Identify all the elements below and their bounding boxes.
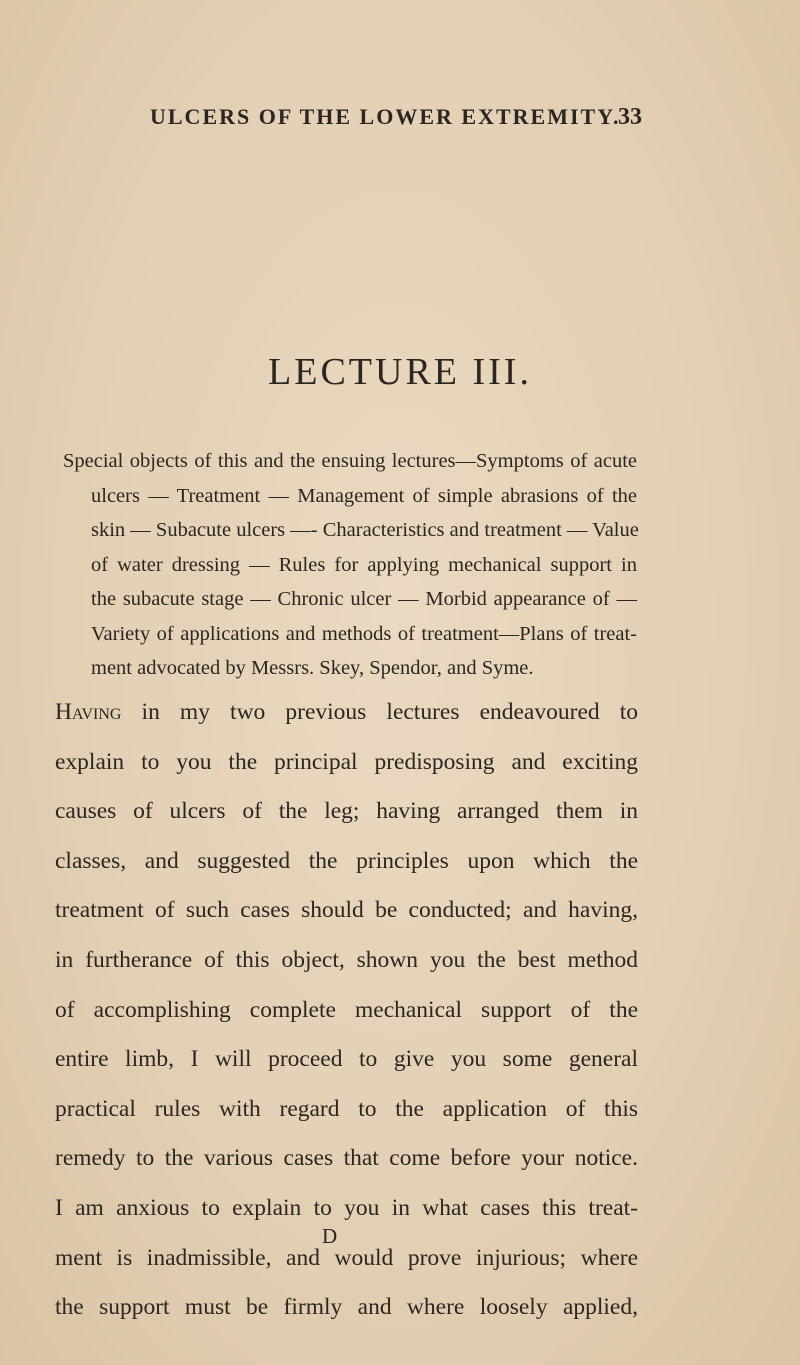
signature-mark: D (322, 1224, 338, 1248)
body-line: treatment of such cases should be conducted; and having, (55, 897, 638, 924)
body-line: explain to you the principal predisposing and exciting (55, 748, 638, 775)
page-number: 33 (618, 104, 642, 130)
body-line: practical rules with regard to the application of this (55, 1095, 638, 1122)
synopsis-line: Variety of applications and methods of treatment—Plans of treat- (91, 622, 637, 645)
body-line: of accomplishing complete mechanical support of the (55, 996, 638, 1023)
body-line (55, 688, 638, 738)
lecture-title: LECTURE III. (268, 351, 532, 393)
body-paragraph (55, 688, 638, 1333)
synopsis-line: skin — Subacute ulcers —- Characteristics and treatment — Value (91, 519, 639, 541)
synopsis-line: of water dressing — Rules for applying mechanical support in (91, 553, 637, 576)
synopsis-line: ulcers — Treatment — Management of simple abrasions of the (91, 484, 637, 507)
body-line: classes, and suggested the principles upon which the (55, 847, 638, 874)
running-head: ULCERS OF THE LOWER EXTREMITY. (150, 104, 621, 129)
synopsis-line: the subacute stage — Chronic ulcer — Morbid appearance of — (91, 588, 637, 610)
body-line: in furtherance of this object, shown you the best method (55, 946, 638, 973)
lecture-synopsis (63, 444, 637, 686)
body-line: I am anxious to explain to you in what cases this treat- (55, 1194, 638, 1221)
opening-word: Having (55, 699, 122, 725)
first-line-rest: in my two previous lectures endeavoured to (121, 699, 638, 725)
body-line: ment is inadmissible, and would prove injurious; where (55, 1244, 638, 1271)
body-line: causes of ulcers of the leg; having arranged them in (55, 798, 638, 825)
synopsis-line: ment advocated by Messrs. Skey, Spendor, and Syme. (91, 657, 534, 679)
synopsis-line: Special objects of this and the ensuing lectures—Symptoms of acute (63, 450, 637, 472)
body-line: remedy to the various cases that come before your notice. (55, 1145, 638, 1172)
body-line: the support must be firmly and where loosely applied, (55, 1294, 638, 1321)
body-line: entire limb, I will proceed to give you some general (55, 1046, 638, 1073)
